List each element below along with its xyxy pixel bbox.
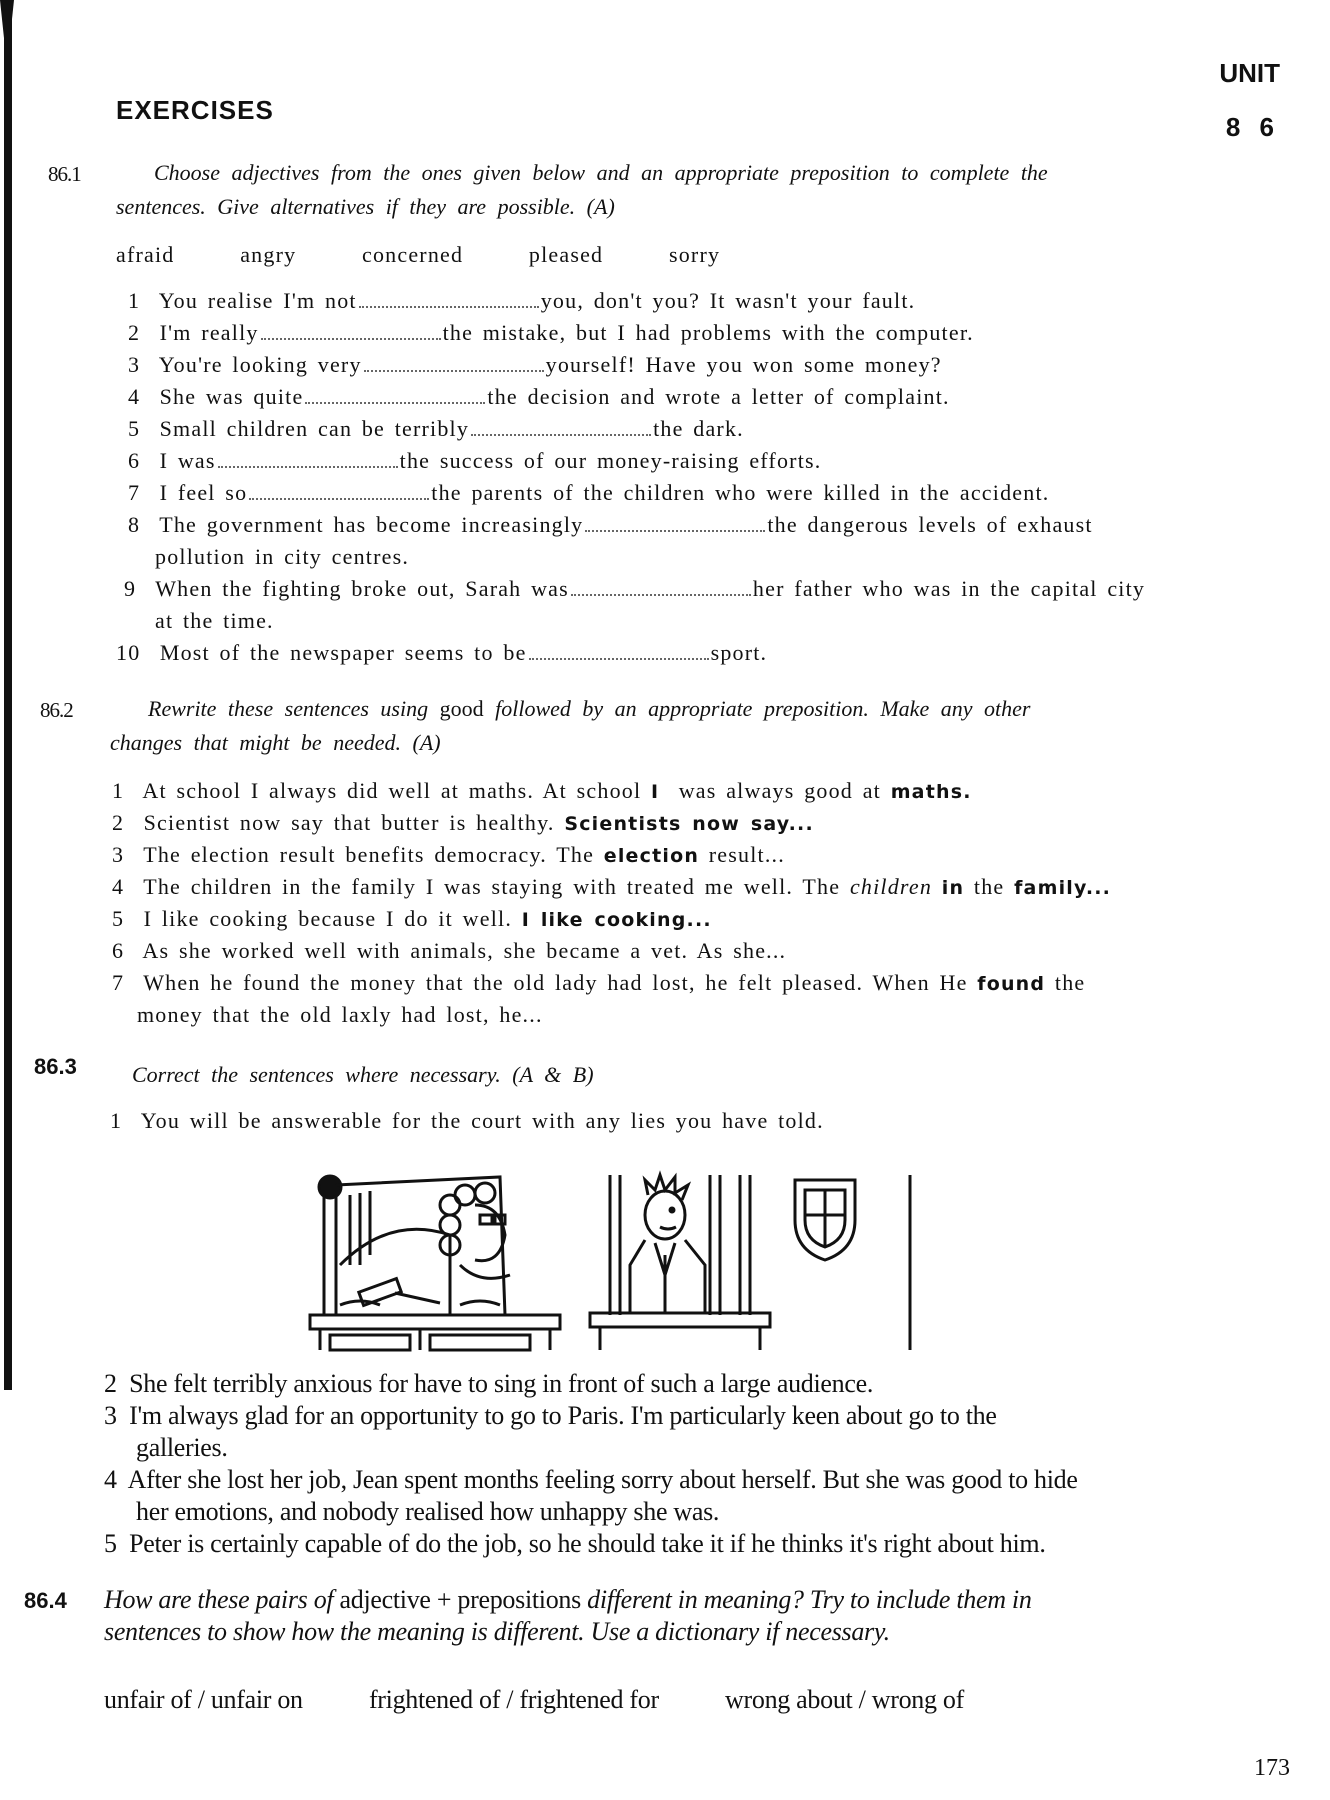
word-option: afraid bbox=[116, 242, 175, 267]
list-item bbox=[128, 384, 950, 410]
instruction-line-2: sentences to show how the meaning is different. Use a dictionary if necessary. bbox=[104, 1617, 890, 1646]
item-text: result... bbox=[708, 842, 785, 867]
answer-blank[interactable] bbox=[364, 352, 544, 372]
item-number: 3 bbox=[128, 352, 141, 377]
list-item bbox=[112, 810, 814, 836]
list-item bbox=[112, 906, 712, 932]
list-item bbox=[104, 1400, 997, 1432]
item-text: the dark. bbox=[653, 416, 744, 441]
item-text: The government has become increasingly bbox=[159, 512, 584, 537]
item-number: 6 bbox=[112, 938, 125, 963]
item-number: 5 bbox=[112, 906, 125, 931]
item-number: 2 bbox=[104, 1369, 117, 1398]
item-text: You realise I'm not bbox=[158, 288, 357, 313]
word-pair: frightened of / frightened for bbox=[368, 1685, 659, 1714]
exercise-86-1-instruction bbox=[116, 156, 1176, 224]
handwritten-answer: family... bbox=[1014, 877, 1112, 899]
item-number: 3 bbox=[104, 1401, 117, 1430]
item-number: 8 bbox=[128, 512, 141, 537]
item-text: You will be answerable for the court with any lies you have told. bbox=[140, 1108, 824, 1133]
word-pairs bbox=[104, 1684, 964, 1716]
item-text: Peter is certainly capable of do the job, so he should take it if he thinks it's right about him. bbox=[129, 1529, 1046, 1558]
answer-blank[interactable] bbox=[305, 384, 485, 404]
answer-blank[interactable] bbox=[529, 640, 709, 660]
item-number: 7 bbox=[128, 480, 141, 505]
item-text: you, don't you? It wasn't your fault. bbox=[540, 288, 916, 313]
item-number: 2 bbox=[128, 320, 141, 345]
item-text: The election result benefits democracy. The bbox=[143, 842, 595, 867]
list-item bbox=[104, 1464, 1078, 1496]
instruction-line-1: Choose adjectives from the ones given below and an appropriate preposition to complete the bbox=[154, 160, 1048, 185]
list-item bbox=[116, 640, 767, 666]
handwritten-answer: election bbox=[603, 845, 700, 867]
list-item bbox=[104, 1528, 1046, 1560]
instruction-keyword: good bbox=[439, 696, 484, 721]
exercise-86-2-instruction bbox=[110, 692, 1180, 760]
answer-blank[interactable] bbox=[261, 320, 441, 340]
list-item-continuation: at the time. bbox=[155, 608, 274, 633]
item-text: Most of the newspaper seems to be bbox=[159, 640, 527, 665]
item-number: 7 bbox=[112, 970, 125, 995]
item-text: When the fighting broke out, Sarah was bbox=[155, 576, 569, 601]
answer-blank[interactable] bbox=[571, 576, 751, 596]
item-text: yourself! Have you won some money? bbox=[545, 352, 942, 377]
courtroom-illustration bbox=[300, 1165, 940, 1355]
list-item-continuation: galleries. bbox=[136, 1433, 228, 1462]
item-text: You're looking very bbox=[158, 352, 362, 377]
item-text: I'm always glad for an opportunity to go to Paris. I'm particularly keen about go to the bbox=[129, 1401, 997, 1430]
handwritten-answer: I like cooking... bbox=[521, 909, 712, 931]
list-item bbox=[128, 416, 744, 442]
list-item bbox=[124, 576, 1145, 602]
item-text: She felt terribly anxious for have to sing in front of such a large audience. bbox=[129, 1369, 874, 1398]
item-text-italic: children bbox=[849, 874, 933, 899]
item-text: her father who was in the capital city bbox=[752, 576, 1146, 601]
item-text: Small children can be terribly bbox=[159, 416, 470, 441]
item-number: 1 bbox=[128, 288, 141, 313]
instruction-keyword: adjective + prepositions bbox=[339, 1585, 581, 1614]
list-item bbox=[128, 320, 974, 346]
instruction-text: How are these pairs of bbox=[104, 1585, 334, 1614]
item-number: 5 bbox=[128, 416, 141, 441]
item-text: As she worked well with animals, she became a vet. As she... bbox=[142, 938, 787, 963]
item-number: 10 bbox=[116, 640, 141, 665]
answer-blank[interactable] bbox=[359, 288, 539, 308]
exercise-number-86-1: 86.1 bbox=[48, 162, 81, 186]
list-item bbox=[110, 1108, 824, 1134]
list-item bbox=[112, 874, 1111, 900]
item-text: The children in the family I was staying with treated me well. The bbox=[143, 874, 841, 899]
list-item bbox=[128, 480, 1049, 506]
item-text: I'm really bbox=[159, 320, 259, 345]
item-text: the mistake, but I had problems with the computer. bbox=[442, 320, 974, 345]
court-crest bbox=[740, 1175, 910, 1350]
answer-blank[interactable] bbox=[471, 416, 651, 436]
item-number: 6 bbox=[128, 448, 141, 473]
page-title: EXERCISES bbox=[116, 95, 274, 125]
list-item bbox=[128, 288, 915, 314]
word-option: pleased bbox=[528, 242, 604, 267]
item-number: 2 bbox=[112, 810, 125, 835]
list-item-continuation: money that the old laxly had lost, he... bbox=[137, 1002, 543, 1027]
instruction-line-2: changes that might be needed. (A) bbox=[110, 730, 441, 755]
item-text: the bbox=[973, 874, 1005, 899]
item-text: I feel so bbox=[159, 480, 248, 505]
list-item-continuation: pollution in city centres. bbox=[155, 544, 410, 569]
word-box bbox=[116, 242, 776, 268]
answer-blank[interactable] bbox=[249, 480, 429, 500]
exercise-number-86-4: 86.4 bbox=[24, 1588, 67, 1613]
word-pair: unfair of / unfair on bbox=[104, 1685, 303, 1714]
instruction-line-2: sentences. Give alternatives if they are possible. (A) bbox=[116, 194, 615, 219]
handwritten-answer: in bbox=[941, 877, 965, 899]
item-number: 3 bbox=[112, 842, 125, 867]
item-number: 4 bbox=[128, 384, 141, 409]
judge-bench bbox=[310, 1176, 560, 1350]
item-text: Scientist now say that butter is healthy. bbox=[143, 810, 555, 835]
word-option: angry bbox=[240, 242, 297, 267]
item-number: 1 bbox=[110, 1108, 123, 1133]
list-item bbox=[104, 1368, 873, 1400]
item-number: 5 bbox=[104, 1529, 117, 1558]
item-text: When he found the money that the old lady had lost, he felt pleased. When He bbox=[143, 970, 968, 995]
list-item-continuation: her emotions, and nobody realised how unhappy she was. bbox=[136, 1497, 720, 1526]
page-number: 173 bbox=[1254, 1755, 1290, 1781]
handwritten-answer: found bbox=[977, 973, 1046, 995]
item-text: After she lost her job, Jean spent months feeling sorry about herself. But she was good to hide bbox=[127, 1465, 1078, 1494]
item-text: the bbox=[1054, 970, 1086, 995]
answer-blank[interactable] bbox=[585, 512, 765, 532]
item-text: sport. bbox=[710, 640, 768, 665]
item-text: At school I always did well at maths. At school bbox=[142, 778, 642, 803]
answer-blank[interactable] bbox=[218, 448, 398, 468]
list-item bbox=[128, 352, 942, 378]
item-text: She was quite bbox=[159, 384, 304, 409]
list-item bbox=[112, 938, 786, 964]
unit-number: 8 6 bbox=[1225, 112, 1280, 142]
item-text: was always good at bbox=[678, 778, 881, 803]
instruction-text: different in meaning? Try to include them in bbox=[587, 1585, 1032, 1614]
exercise-86-4-instruction bbox=[104, 1584, 1224, 1648]
instruction-text: Rewrite these sentences using bbox=[148, 696, 429, 721]
item-text: the parents of the children who were killed in the accident. bbox=[431, 480, 1050, 505]
exercise-number-86-3: 86.3 bbox=[34, 1054, 77, 1079]
item-text: the dangerous levels of exhaust bbox=[767, 512, 1093, 537]
list-item bbox=[112, 970, 1085, 996]
exercise-86-3-instruction: Correct the sentences where necessary. (A & B) bbox=[132, 1062, 594, 1087]
item-text: the success of our money-raising efforts. bbox=[399, 448, 822, 473]
list-item bbox=[128, 512, 1093, 538]
item-text: the decision and wrote a letter of complaint. bbox=[487, 384, 950, 409]
unit-label: UNIT bbox=[1219, 58, 1280, 88]
book-spine bbox=[4, 0, 12, 1390]
handwritten-answer: maths. bbox=[890, 781, 972, 803]
list-item bbox=[128, 448, 821, 474]
word-option: sorry bbox=[668, 242, 721, 267]
item-number: 1 bbox=[112, 778, 125, 803]
instruction-text: followed by an appropriate preposition. Make any other bbox=[495, 696, 1031, 721]
witness-figure bbox=[630, 1175, 705, 1313]
item-text: I was bbox=[159, 448, 216, 473]
item-number: 9 bbox=[124, 576, 137, 601]
list-item bbox=[112, 778, 972, 804]
handwritten-answer: Scientists now say... bbox=[564, 813, 814, 835]
word-pair: wrong about / wrong of bbox=[725, 1685, 964, 1714]
item-text: I like cooking because I do it well. bbox=[143, 906, 513, 931]
list-item bbox=[112, 842, 785, 868]
handwritten-answer: I bbox=[651, 781, 660, 803]
item-number: 4 bbox=[112, 874, 125, 899]
item-number: 4 bbox=[104, 1465, 117, 1494]
word-option: concerned bbox=[362, 242, 464, 267]
exercise-number-86-2: 86.2 bbox=[40, 698, 73, 722]
